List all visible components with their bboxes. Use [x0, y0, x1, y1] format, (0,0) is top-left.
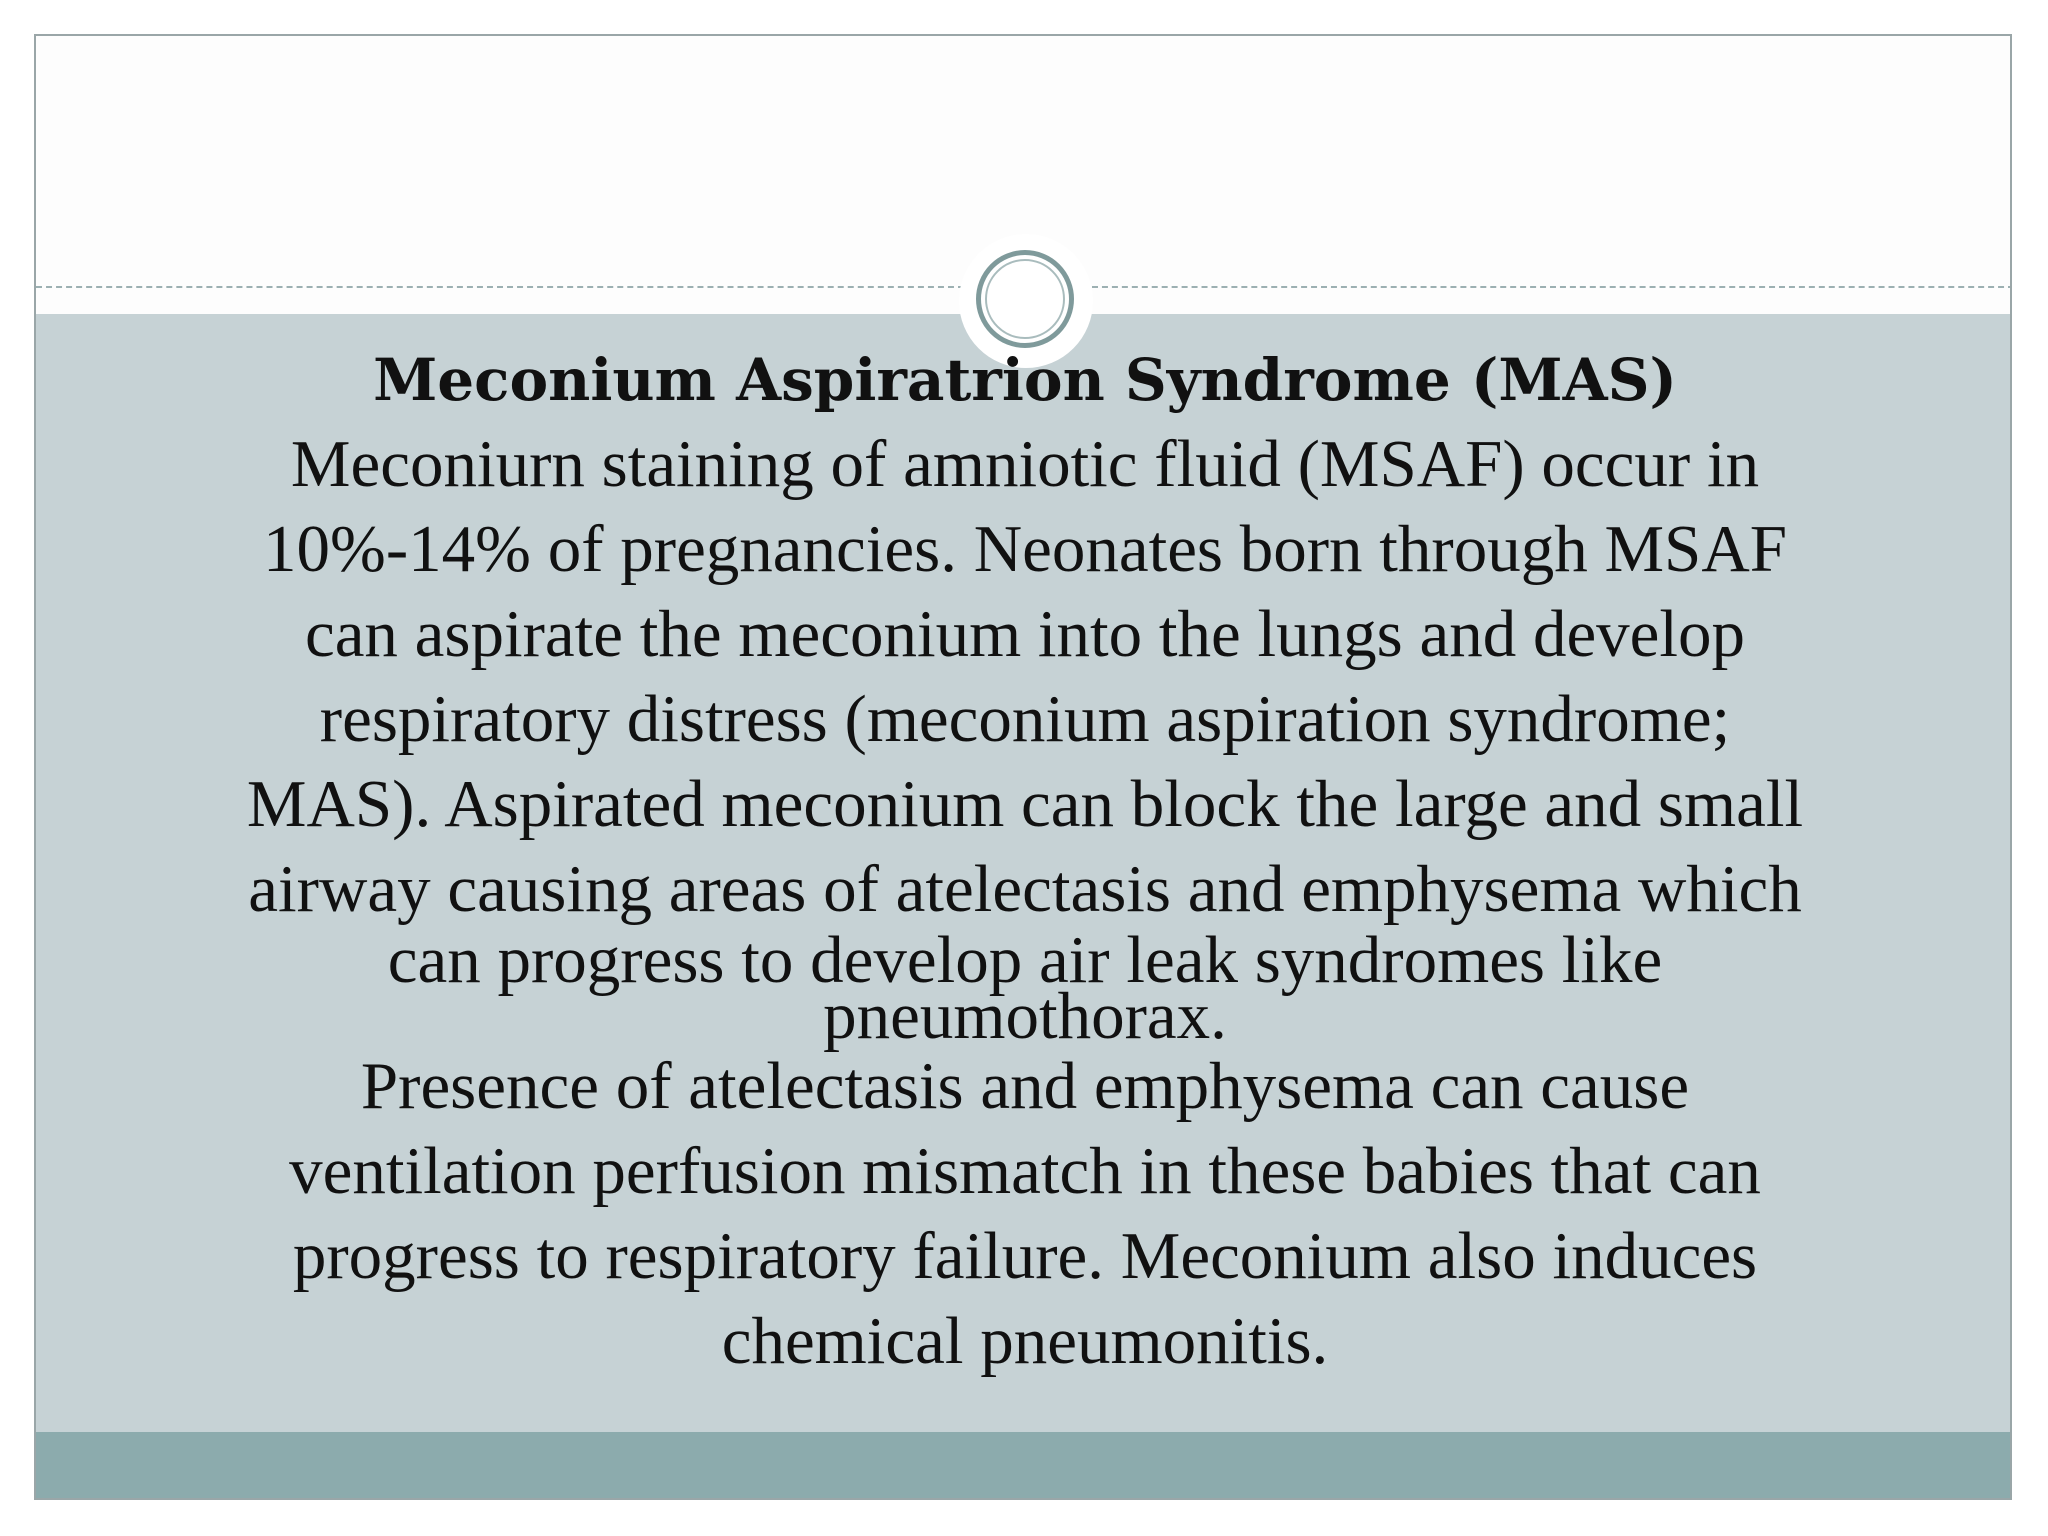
- paragraph-2-line: chemical pneumonitis.: [721, 1304, 1329, 1378]
- divider-line-right: [1092, 286, 2012, 288]
- paragraph-1-line: Meconiurn staining of amniotic fluid (MSAF) occur in: [290, 427, 1760, 501]
- paragraph-2-line: ventilation perfusion mismatch in these babies that can: [289, 1134, 1761, 1208]
- slide-content: [106, 338, 1944, 1384]
- slide-title: Meconium Aspiratrion Syndrome (MAS): [373, 346, 1677, 414]
- paragraph-1-line: pneumothorax.: [823, 979, 1227, 1053]
- paragraph-1-line: respiratory distress (meconium aspiration syndrome;: [319, 682, 1731, 756]
- paragraph-1-line: can aspirate the meconium into the lungs and develop: [304, 597, 1746, 671]
- circle-ring-icon: [976, 250, 1074, 348]
- paragraph-1-line: can progress to develop air leak syndromes like: [387, 923, 1663, 997]
- paragraph-1-line: MAS). Aspirated meconium can block the large and small: [246, 767, 1804, 841]
- slide-footer-band: [36, 1432, 2010, 1500]
- slide: [34, 34, 2012, 1500]
- divider-line-left: [36, 286, 964, 288]
- paragraph-1-line: 10%-14% of pregnancies. Neonates born through MSAF: [263, 512, 1787, 586]
- paragraph-2: [106, 1044, 1944, 1384]
- paragraph-1-line: airway causing areas of atelectasis and emphysema which: [248, 852, 1802, 926]
- paragraph-1: [106, 422, 1944, 1053]
- paragraph-2-line: progress to respiratory failure. Meconium also induces: [292, 1219, 1758, 1293]
- paragraph-2-line: Presence of atelectasis and emphysema can cause: [360, 1049, 1690, 1123]
